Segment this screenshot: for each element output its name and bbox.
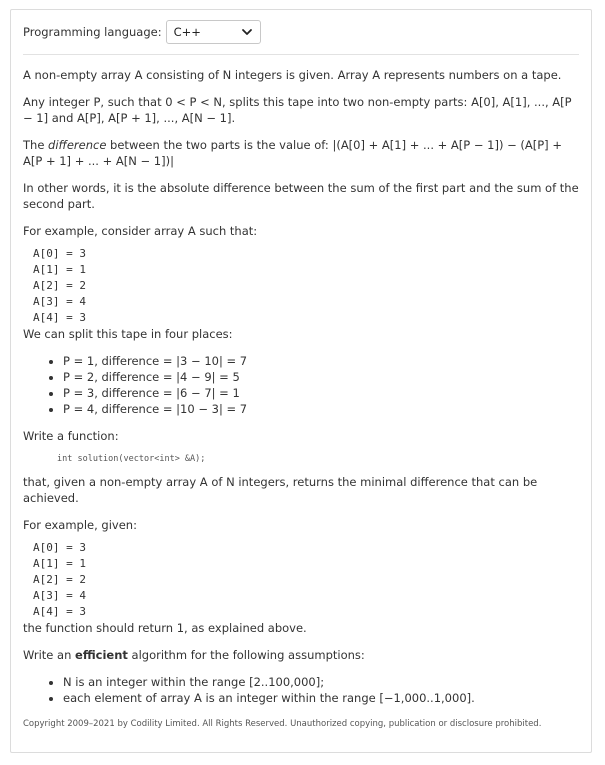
assumptions-bold: efficient [75, 648, 128, 662]
splits-list [23, 353, 583, 417]
array-line: A[1] = 1 [33, 557, 86, 570]
split-intro: We can split this tape in four places: [23, 327, 233, 341]
language-label: Programming language: [23, 25, 162, 39]
should-return-text: the function should return 1, as explained above. [23, 621, 307, 635]
array-line: A[4] = 3 [33, 311, 86, 324]
array-example [23, 246, 583, 326]
other-words-text: In other words, it is the absolute difference between the sum of the first part and the sum of the second part. [23, 181, 579, 211]
array-line: A[2] = 2 [33, 573, 86, 586]
example-intro: For example, consider array A such that: [23, 224, 258, 238]
divider [23, 54, 579, 55]
assumptions-pre: Write an [23, 648, 76, 662]
assumptions-post: algorithm for the following assumptions: [127, 648, 365, 662]
array-line: A[0] = 3 [33, 541, 86, 554]
split-description: Any integer P, such that 0 < P < N, splits this tape into two non-empty parts: A[0], A[1], ..., A[P − 1] and A[P], A[P + 1], ..., A[N − 1]. [23, 95, 572, 125]
assumptions-intro [23, 647, 583, 663]
example-given-text: For example, given: [23, 518, 137, 532]
array-line: A[2] = 2 [33, 279, 86, 292]
task-description [23, 67, 583, 730]
array-example-2 [23, 540, 583, 620]
assumptions-list [23, 674, 583, 706]
array-line: A[4] = 3 [33, 605, 86, 618]
difference-post: between the two parts is the value of: |(A[0] + A[1] + ... + A[P − 1]) − (A[P] + A[P + 1] + ... + A[N − 1])| [23, 138, 562, 168]
copyright-footer: Copyright 2009–2021 by Codility Limited. All Rights Reserved. Unauthorized copying, publication or disclosure prohibited. [23, 719, 542, 729]
language-select[interactable] [166, 20, 261, 44]
array-line: A[1] = 1 [33, 263, 86, 276]
language-row [23, 20, 261, 44]
returns-text: that, given a non-empty array A of N integers, returns the minimal difference that can be achieved. [23, 475, 538, 505]
intro-text: A non-empty array A consisting of N integers is given. Array A represents numbers on a tape. [23, 68, 562, 82]
list-item: • each element of array A is an integer within the range [−1,000..1,000]. [63, 690, 583, 706]
list-item: • N is an integer within the range [2..100,000]; [63, 674, 583, 690]
list-item: • P = 2, difference = |4 − 9| = 5 [63, 369, 583, 385]
list-item: • P = 4, difference = |10 − 3| = 7 [63, 401, 583, 417]
array-line: A[0] = 3 [33, 247, 86, 260]
function-signature: int solution(vector<int> &A); [57, 454, 206, 464]
language-selected-value: C++ [173, 25, 201, 39]
array-line: A[3] = 4 [33, 295, 86, 308]
list-item: • P = 1, difference = |3 − 10| = 7 [63, 353, 583, 369]
list-item: • P = 3, difference = |6 − 7| = 1 [63, 385, 583, 401]
difference-pre: The [23, 138, 49, 152]
chevron-down-icon [240, 25, 254, 39]
task-card [10, 9, 592, 753]
array-line: A[3] = 4 [33, 589, 86, 602]
difference-description [23, 137, 583, 169]
difference-word: difference [48, 138, 107, 152]
write-function-text: Write a function: [23, 429, 119, 443]
